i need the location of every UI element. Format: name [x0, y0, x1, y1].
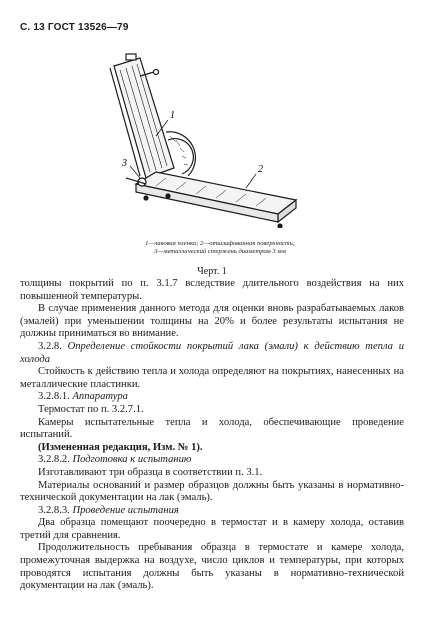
- caption-line-2: 3—металлический стержень диаметром 3 мм: [154, 248, 286, 256]
- paragraph: В случае применения данного метода для оценки вновь разрабатываемых лаков (эмалей) при уменьшении толщины на 20% и более результаты испытания не должны приниматься во внимание.: [20, 303, 404, 340]
- section-title: Проведение испытания: [72, 504, 179, 516]
- section-title: Аппаратура: [72, 391, 128, 403]
- label-1: 1: [170, 110, 175, 121]
- paragraph: Два образца помещают поочередно в термостат и в камеру холода, оставив третий для сравнения.: [20, 517, 404, 541]
- section-heading: [20, 505, 404, 518]
- paragraph: Материалы оснований и размер образцов должны быть указаны в нормативно-технической документации на лак (эмаль).: [20, 479, 404, 504]
- section-number: 3.2.8.1.: [38, 391, 70, 403]
- label-2: 2: [258, 164, 263, 175]
- document-body: [20, 278, 404, 593]
- paragraph: Стойкость к действию тепла и холода определяют на покрытиях, нанесенных на металлические пластинки.: [20, 366, 404, 390]
- section-heading: [20, 341, 404, 366]
- section-heading: [20, 454, 404, 467]
- paragraph: Изготавливают три образца в соответствии п. 3.1.: [38, 466, 263, 478]
- paragraph: Продолжительность пребывания образца в термостате и камере холода, промежуточная выдержка на воздухе, число циклов и температуры, при которых проводятся испытания должны быть указаны в нормативно-технической документации на лак (эмаль).: [20, 542, 404, 592]
- paragraph: толщины покрытий по п. 3.1.7 вследствие длительного воздействия на них повышенной температуры.: [20, 278, 404, 302]
- paragraph: Камеры испытательные тепла и холода, обеспечивающие проведение испытаний.: [20, 416, 404, 441]
- caption-line-1: 1—лаковая пленка; 2—отшлифованная поверхность;: [145, 240, 295, 247]
- section-heading: [20, 391, 404, 404]
- apparatus-drawing: [96, 48, 332, 228]
- section-number: 3.2.8.3.: [38, 504, 70, 516]
- amendment-note: (Измененная редакция, Изм. № 1).: [38, 441, 203, 453]
- section-number: 3.2.8.2.: [38, 454, 70, 466]
- figure-caption: [70, 240, 370, 256]
- section-number: 3.2.8.: [38, 340, 62, 352]
- figure-title: Черт. 1: [197, 266, 227, 277]
- label-3: 3: [122, 158, 127, 169]
- section-title: Определение стойкости покрытий лака (эмали) к действию тепла и холода: [20, 340, 405, 365]
- section-title: Подготовка к испытанию: [72, 454, 192, 466]
- page-header: С. 13 ГОСТ 13526—79: [20, 22, 129, 33]
- paragraph: Термостат по п. 3.2.7.1.: [38, 403, 144, 415]
